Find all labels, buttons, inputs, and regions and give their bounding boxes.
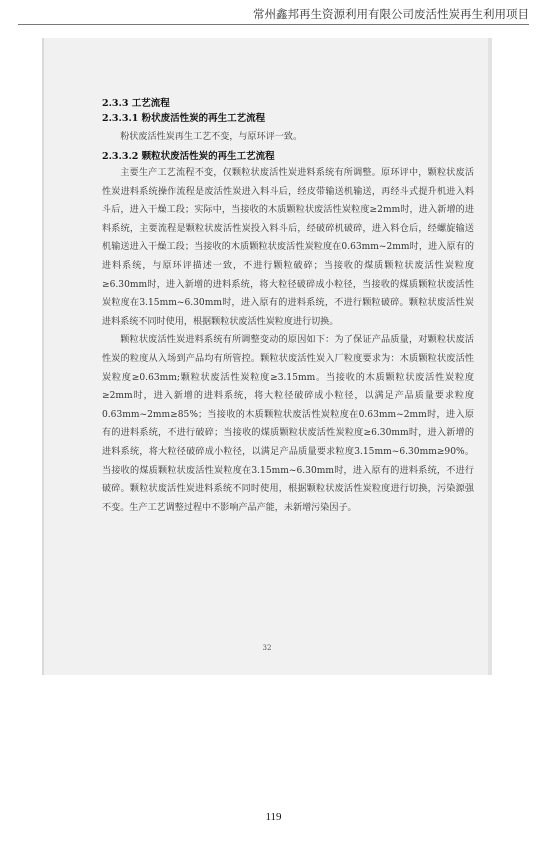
header-rule — [18, 24, 529, 25]
paragraph-granular-process: 主要生产工艺流程不变，仅颗粒状废活性炭进料系统有所调整。原环评中，颗粒状废活性炭进料系统操作流程是废活性炭进入料斗后，经皮带输送机输送，再经斗式提升机进入料斗后，进入干燥工段；实际中，当接收的木质颗粒状废活性炭粒度≥2mm时，进入新增的进料系统，主要流程是颗粒状废活性炭投入料斗后，经破碎机破碎，进入料仓后，经螺旋输送机输送进入干燥工段；当接收的木质颗粒状废活性炭粒度在0.63mm~2mm时，进入原有的进料系统，与原环评描述一致，不进行颗粒破碎；当接收的煤质颗粒状废活性炭粒度≥6.30mm时，进入新增的进料系统，将大粒径破碎成小粒径，当接收的煤质颗粒状废活性炭粒度在3.15mm~6.30mm时，进入原有的进料系统，不进行颗粒破碎。颗粒状废活性炭进料系统不同时使用，根据颗粒状废活性炭粒度进行切换。 — [102, 168, 474, 327]
paragraph-powder-process: 粉状废活性炭再生工艺不变，与原环评一致。 — [120, 132, 303, 142]
heading-2-3-3: 2.3.3 工艺流程 — [102, 98, 170, 109]
scanned-page — [42, 38, 492, 675]
page-number: 119 — [265, 811, 282, 823]
running-header: 常州鑫邦再生资源利用有限公司废活性炭再生利用项目 — [253, 7, 529, 21]
heading-2-3-3-1: 2.3.3.1 粉状废活性炭的再生工艺流程 — [102, 113, 266, 124]
paragraph-adjustment-reason: 颗粒状废活性炭进料系统有所调整变动的原因如下：为了保证产品质量，对颗粒状废活性炭的粒度从入场到产品均有所管控。颗粒状废活性炭入厂粒度要求为：木质颗粒状废活性炭粒度≥0.63mm;颗粒状废活性炭粒度≥3.15mm。当接收的木质颗粒状废活性炭粒度≥2mm时，进入新增的进料系统，将大粒径破碎成小粒径，以满足产品质量要求粒度0.63mm~2mm≥85%；当接收的木质颗粒状废活性炭粒度在0.63mm~2mm时，进入原有的进料系统，不进行破碎；当接收的煤质颗粒状废活性炭粒度≥6.30mm时，进入新增的进料系统，将大粒径破碎成小粒径，以满足产品质量要求粒度3.15mm~6.30mm≥90%。当接收的煤质颗粒状废活性炭粒度在3.15mm~6.30mm时，进入原有的进料系统，不进行破碎。颗粒状废活性炭进料系统不同时使用，根据颗粒状废活性炭粒度进行切换，污染源强不变。生产工艺调整过程中不影响产品产能，未新增污染因子。 — [102, 335, 474, 513]
scan-left-edge — [42, 38, 44, 675]
scan-right-edge — [488, 38, 492, 675]
inner-page-number: 32 — [262, 644, 272, 652]
heading-2-3-3-2: 2.3.3.2 颗粒状废活性炭的再生工艺流程 — [102, 151, 275, 162]
page-content — [102, 96, 474, 517]
